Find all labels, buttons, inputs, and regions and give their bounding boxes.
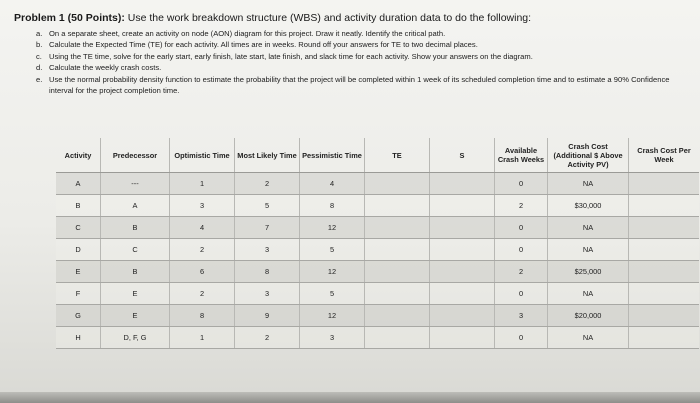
cell-s: [430, 305, 495, 327]
cell-optimistic: 8: [170, 305, 235, 327]
cell-crash-cost-week: [629, 239, 700, 261]
table-row: [56, 283, 699, 305]
header-most-likely: Most Likely Time: [235, 138, 300, 173]
cell-optimistic: 2: [170, 239, 235, 261]
header-predecessor: Predecessor: [101, 138, 170, 173]
cell-pessimistic: 12: [300, 217, 365, 239]
problem-title-text: Use the work breakdown structure (WBS) and activity duration data to do the following:: [124, 12, 532, 24]
instruction-letter: c.: [36, 51, 42, 61]
cell-s: [430, 283, 495, 305]
cell-optimistic: 4: [170, 217, 235, 239]
cell-predecessor: E: [101, 305, 170, 327]
cell-s: [430, 239, 495, 261]
cell-crash-cost-week: [629, 195, 700, 217]
table-row: [56, 261, 699, 283]
cell-te: [365, 261, 430, 283]
instruction-text: On a separate sheet, create an activity on node (AON) diagram for this project. Draw it neatly. Identify the critical path.: [49, 29, 446, 38]
cell-pessimistic: 5: [300, 283, 365, 305]
instruction-letter: b.: [36, 40, 43, 50]
cell-available-crash: 2: [495, 195, 548, 217]
cell-predecessor: E: [101, 283, 170, 305]
problem-title-bold: Problem 1 (50 Points):: [14, 12, 125, 24]
cell-available-crash: 0: [495, 239, 548, 261]
cell-optimistic: 2: [170, 283, 235, 305]
header-crash-cost: Crash Cost (Additional $ Above Activity PV): [548, 138, 629, 173]
cell-predecessor: D, F, G: [101, 327, 170, 349]
cell-s: [430, 173, 495, 195]
cell-s: [430, 327, 495, 349]
instruction-list: [36, 28, 676, 96]
cell-optimistic: 1: [170, 327, 235, 349]
instruction-letter: a.: [36, 29, 43, 38]
cell-most-likely: 2: [235, 327, 300, 349]
cell-crash-cost: $25,000: [548, 261, 629, 283]
instruction-item-e: [36, 74, 676, 97]
table-row: [56, 305, 699, 327]
cell-pessimistic: 4: [300, 173, 365, 195]
cell-te: [365, 327, 430, 349]
cell-activity: D: [56, 239, 101, 261]
table-row: [56, 173, 699, 195]
cell-available-crash: 3: [495, 305, 548, 327]
cell-crash-cost: NA: [548, 239, 629, 261]
cell-available-crash: 0: [495, 173, 548, 195]
cell-optimistic: 1: [170, 173, 235, 195]
cell-most-likely: 5: [235, 195, 300, 217]
cell-crash-cost: NA: [548, 217, 629, 239]
screen-bottom-edge: [0, 392, 700, 403]
cell-activity: H: [56, 327, 101, 349]
instruction-text: Using the TE time, solve for the early start, early finish, late start, late finish, and slack time for each activity. Show your answers on the diagram.: [49, 51, 533, 61]
cell-activity: G: [56, 305, 101, 327]
header-activity: Activity: [56, 138, 101, 173]
cell-optimistic: 3: [170, 195, 235, 217]
cell-predecessor: C: [101, 239, 170, 261]
cell-predecessor: A: [101, 195, 170, 217]
cell-most-likely: 8: [235, 261, 300, 283]
cell-activity: B: [56, 195, 101, 217]
instruction-item-a: [36, 28, 676, 39]
cell-te: [365, 239, 430, 261]
cell-s: [430, 261, 495, 283]
cell-available-crash: 0: [495, 283, 548, 305]
table-header: [56, 138, 699, 173]
instruction-text: Calculate the Expected Time (TE) for each activity. All times are in weeks. Round off your answers for TE to two decimal places.: [49, 40, 478, 50]
cell-most-likely: 3: [235, 283, 300, 305]
cell-crash-cost: $30,000: [548, 195, 629, 217]
cell-crash-cost-week: [629, 283, 700, 305]
cell-crash-cost-week: [629, 327, 700, 349]
cell-crash-cost-week: [629, 305, 700, 327]
cell-most-likely: 2: [235, 173, 300, 195]
header-crash-cost-week: Crash Cost Per Week: [629, 138, 700, 173]
cell-crash-cost-week: [629, 217, 700, 239]
header-row: [56, 138, 699, 173]
cell-most-likely: 9: [235, 305, 300, 327]
cell-crash-cost: NA: [548, 283, 629, 305]
cell-pessimistic: 12: [300, 305, 365, 327]
cell-te: [365, 283, 430, 305]
cell-s: [430, 195, 495, 217]
header-optimistic: Optimistic Time: [170, 138, 235, 173]
cell-pessimistic: 5: [300, 239, 365, 261]
cell-available-crash: 2: [495, 261, 548, 283]
table-body: [56, 173, 699, 349]
header-available-crash: Available Crash Weeks: [495, 138, 548, 173]
cell-pessimistic: 8: [300, 195, 365, 217]
instruction-letter: e.: [36, 74, 43, 84]
header-te: TE: [365, 138, 430, 173]
cell-optimistic: 6: [170, 261, 235, 283]
cell-pessimistic: 12: [300, 261, 365, 283]
cell-te: [365, 217, 430, 239]
cell-activity: F: [56, 283, 101, 305]
cell-te: [365, 173, 430, 195]
header-s: S: [430, 138, 495, 173]
table-row: [56, 239, 699, 261]
cell-most-likely: 3: [235, 239, 300, 261]
instruction-item-d: [36, 62, 676, 73]
table-row: [56, 327, 699, 349]
cell-predecessor: ---: [101, 173, 170, 195]
cell-te: [365, 195, 430, 217]
cell-crash-cost: NA: [548, 327, 629, 349]
problem-title: [14, 12, 531, 24]
cell-pessimistic: 3: [300, 327, 365, 349]
instruction-item-b: [36, 39, 676, 50]
cell-available-crash: 0: [495, 217, 548, 239]
cell-crash-cost: $20,000: [548, 305, 629, 327]
activity-table: [56, 138, 699, 349]
cell-s: [430, 217, 495, 239]
cell-available-crash: 0: [495, 327, 548, 349]
cell-activity: A: [56, 173, 101, 195]
table-row: [56, 217, 699, 239]
table-row: [56, 195, 699, 217]
cell-crash-cost-week: [629, 261, 700, 283]
cell-crash-cost-week: [629, 173, 700, 195]
instruction-text: Calculate the weekly crash costs.: [49, 63, 162, 73]
cell-most-likely: 7: [235, 217, 300, 239]
cell-predecessor: B: [101, 217, 170, 239]
instruction-letter: d.: [36, 63, 43, 73]
cell-te: [365, 305, 430, 327]
instruction-item-c: [36, 51, 676, 62]
header-pessimistic: Pessimistic Time: [300, 138, 365, 173]
cell-predecessor: B: [101, 261, 170, 283]
cell-crash-cost: NA: [548, 173, 629, 195]
cell-activity: C: [56, 217, 101, 239]
instruction-text: Use the normal probability density function to estimate the probability that the project will be completed within 1 week of its scheduled completion time and to estimate a 90% Confidence interval for the project completion time.: [49, 74, 670, 96]
cell-activity: E: [56, 261, 101, 283]
